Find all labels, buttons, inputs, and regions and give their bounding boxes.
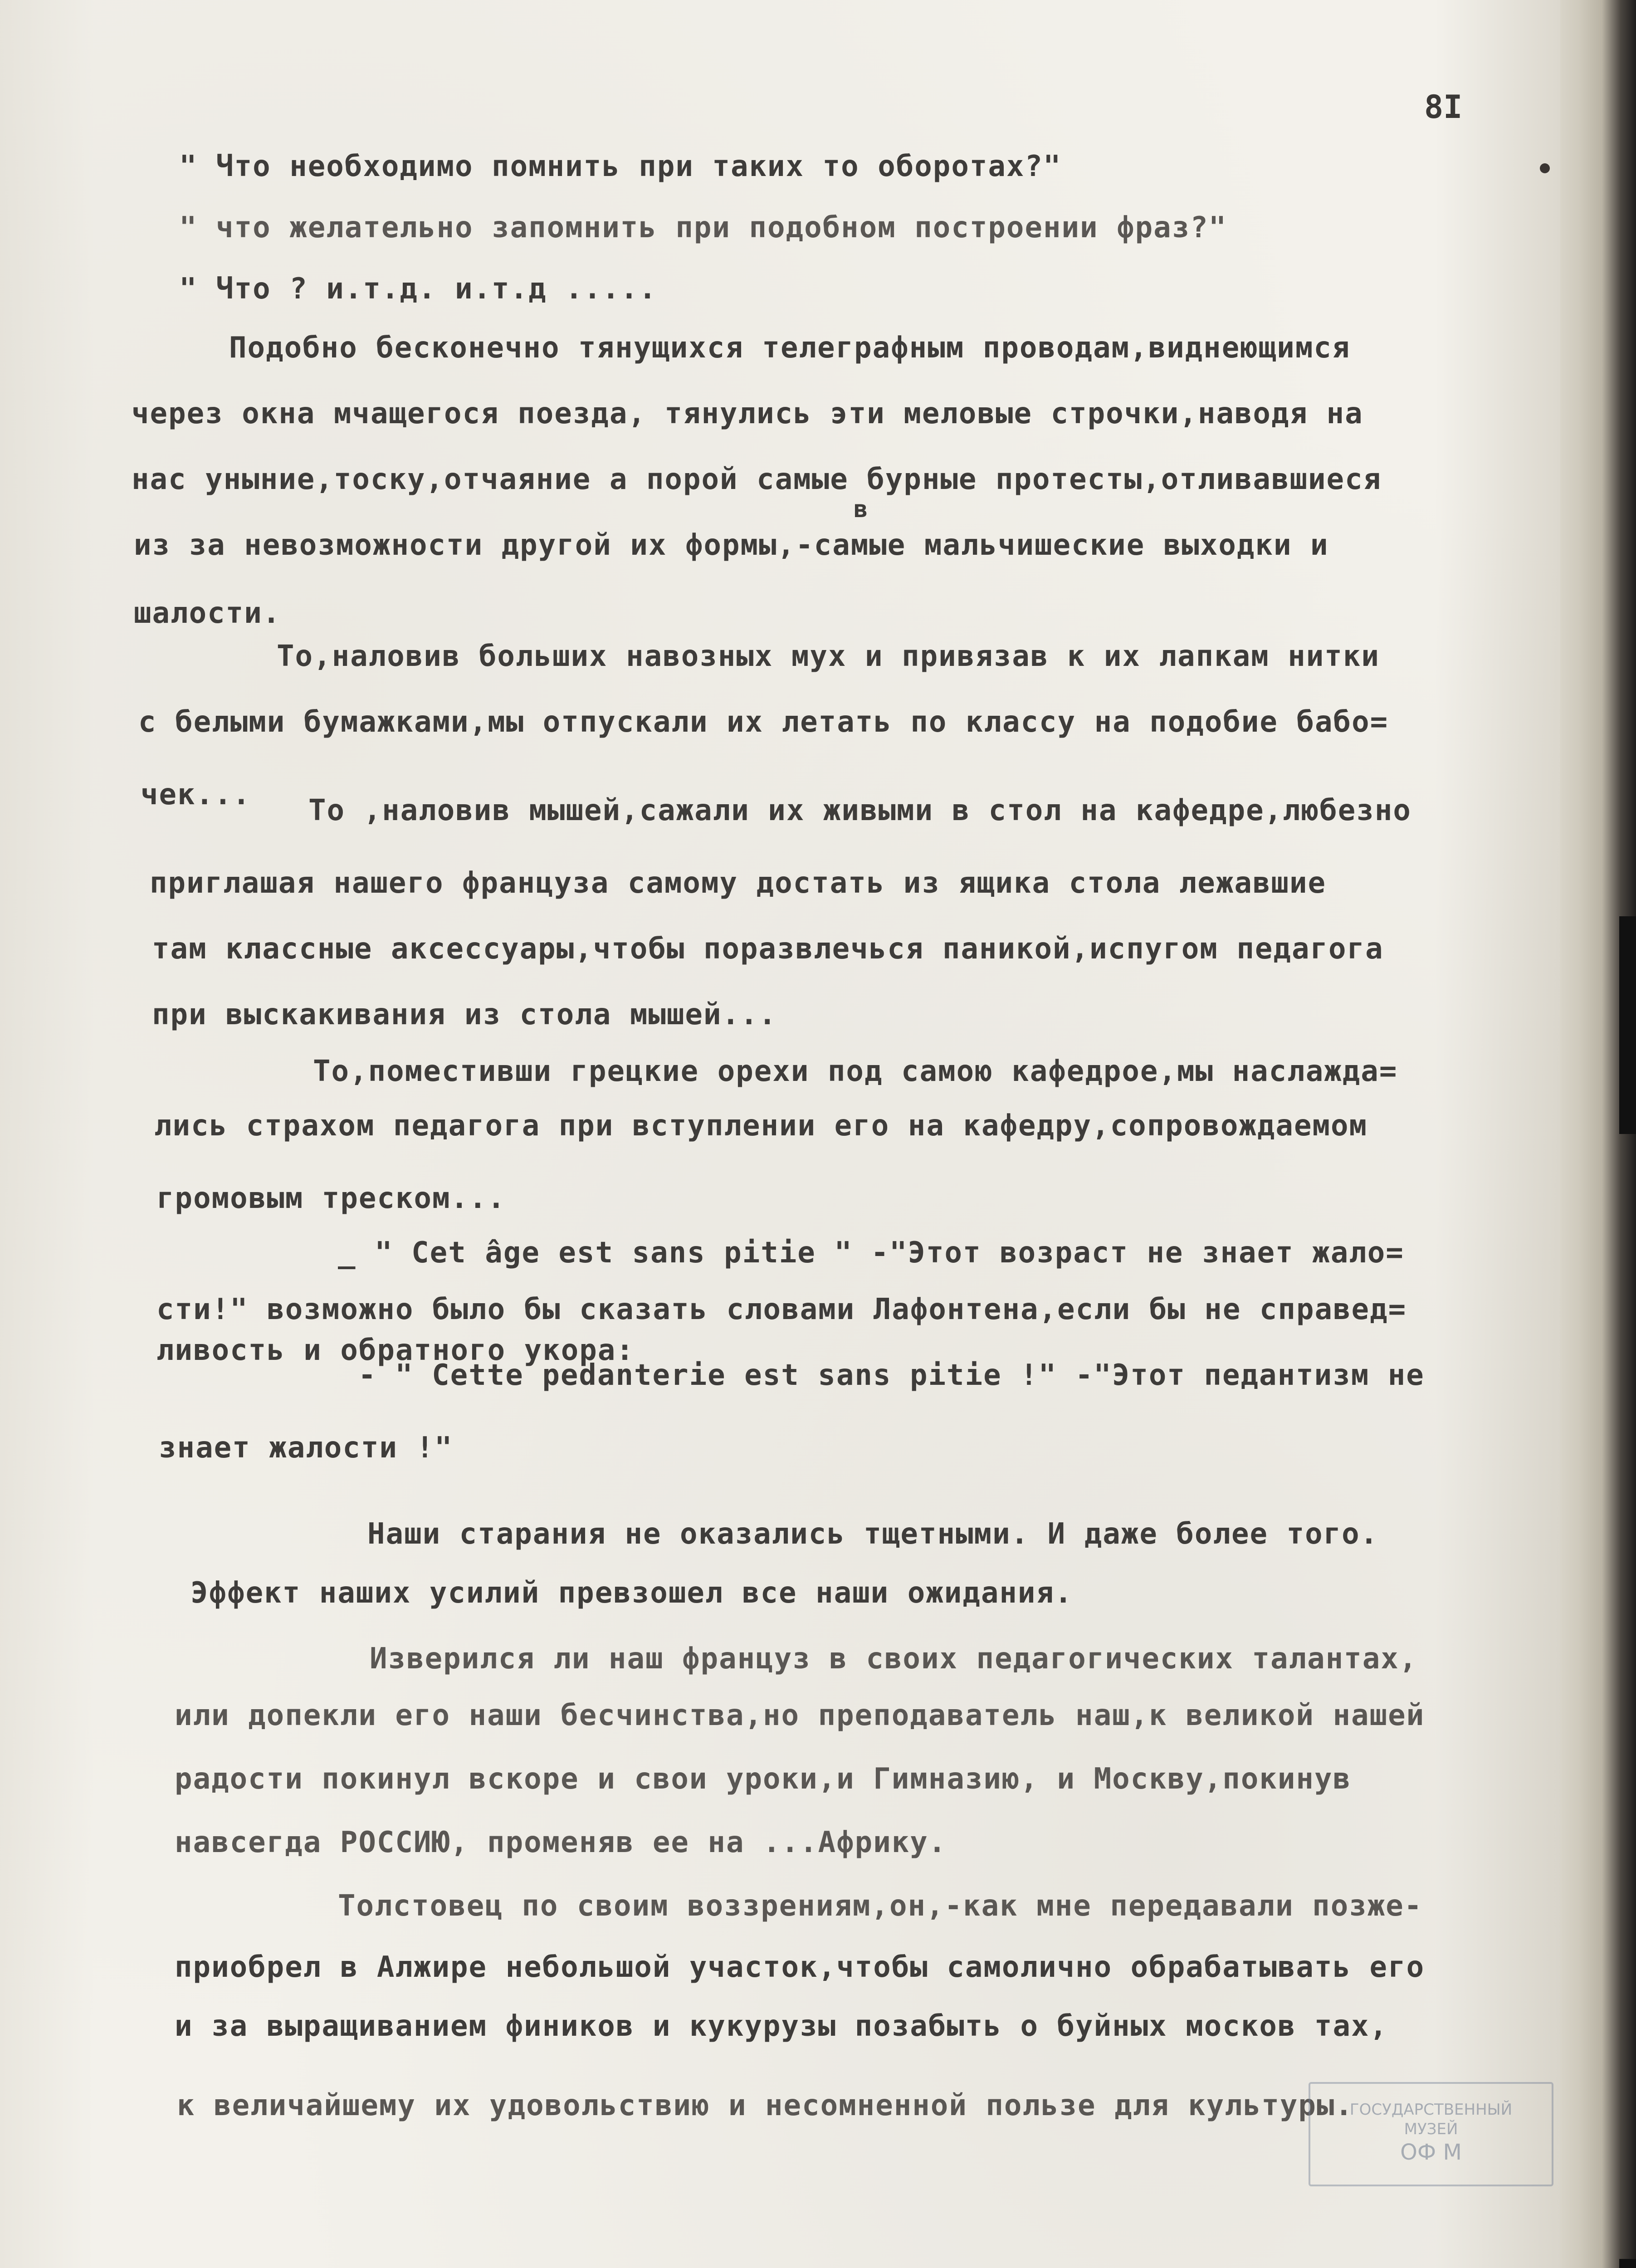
text-line: - " Cette pedanterie est sans pitie !" -"Этот педантизм не xyxy=(358,1359,1425,1392)
text-line: шалости. xyxy=(134,596,281,630)
text-line: и за выращиванием фиников и кукурузы позабыть о буйных москов тах, xyxy=(175,2009,1388,2043)
stamp-line: МУЗЕЙ xyxy=(1404,2120,1458,2138)
text-line: То,поместивши грецкие орехи под самою кафедрое,мы наслажда= xyxy=(313,1055,1398,1088)
text-line: Толстовец по своим воззрениям,он,-как мне передавали позже- xyxy=(338,1889,1423,1923)
text-line: Изверился ли наш француз в своих педагогических талантах, xyxy=(370,1642,1418,1676)
text-line: Наши старания не оказались тщетными. И даже более того. xyxy=(367,1517,1379,1551)
text-line: из за невозможности другой их формы,-самые мальчишеские выходки и xyxy=(134,528,1329,562)
text-line: " что желательно запомнить при подобном построении фраз?" xyxy=(179,211,1227,244)
text-line: там классные аксессуары,чтобы поразвлечься паникой,испугом педагога xyxy=(152,932,1384,966)
punch-hole xyxy=(1540,163,1550,173)
text-line: Эффект наших усилий превзошел все наши ожидания. xyxy=(190,1576,1073,1610)
page-number: 8I xyxy=(1424,88,1463,126)
stamp-line: ГОСУДАРСТВЕННЫЙ xyxy=(1349,2101,1513,2119)
page-edge xyxy=(1560,0,1636,2268)
text-line: приобрел в Алжире небольшой участок,чтобы самолично обрабатывать его xyxy=(175,1950,1425,1984)
text-line: То ,наловив мышей,сажали их живыми в стол на кафедре,любезно xyxy=(308,794,1411,827)
text-line: через окна мчащегося поезда, тянулись эти меловые строчки,наводя на xyxy=(132,397,1363,430)
text-line: лись страхом педагога при вступлении его на кафедру,сопровождаемом xyxy=(154,1109,1368,1143)
text-line: навсегда РОССИЮ, променяв ее на ...Африку. xyxy=(175,1826,947,1859)
text-line: радости покинул вскоре и свои уроки,и Гимназию, и Москву,покинув xyxy=(175,1762,1351,1796)
text-line: при выскакивания из стола мышей... xyxy=(152,998,777,1031)
text-line: чек... xyxy=(141,778,251,811)
text-line: или допекли его наши бесчинства,но преподаватель наш,к великой нашей xyxy=(175,1699,1425,1732)
text-line: приглашая нашего француза самому достать из ящика стола лежавшие xyxy=(150,866,1326,900)
handwritten-insertion-mark: в xyxy=(854,496,868,523)
text-line: _ " Cet âge est sans pitie " -"Этот возраст не знает жало= xyxy=(338,1236,1404,1270)
text-line: нас уныние,тоску,отчаяние а порой самые бурные протесты,отливавшиеся xyxy=(132,463,1382,496)
text-line: Подобно бесконечно тянущихся телеграфным проводам,виднеющимся xyxy=(229,331,1351,365)
binding-tab xyxy=(1619,916,1636,1134)
text-line: к величайшему их удовольствию и несомненной пользе для культуры. xyxy=(177,2089,1353,2122)
text-line: громовым треском... xyxy=(156,1182,506,1215)
stamp-line: ОФ М xyxy=(1400,2140,1462,2165)
binding-tab xyxy=(1619,2259,1636,2268)
archive-stamp xyxy=(1309,2082,1553,2186)
text-line: сти!" возможно было бы сказать словами Лафонтена,если бы не справед= xyxy=(156,1293,1407,1326)
text-line: с белыми бумажками,мы отпускали их летать по классу на подобие бабо= xyxy=(138,705,1389,739)
text-line: знает жалости !" xyxy=(159,1431,453,1465)
text-line: То,наловив больших навозных мух и привязав к их лапкам нитки xyxy=(277,640,1380,673)
text-line: " Что необходимо помнить при таких то оборотах?" xyxy=(179,150,1062,183)
text-line: ливость и обратного укора: xyxy=(156,1334,635,1367)
text-line: " Что ? и.т.д. и.т.д ..... xyxy=(179,272,657,306)
